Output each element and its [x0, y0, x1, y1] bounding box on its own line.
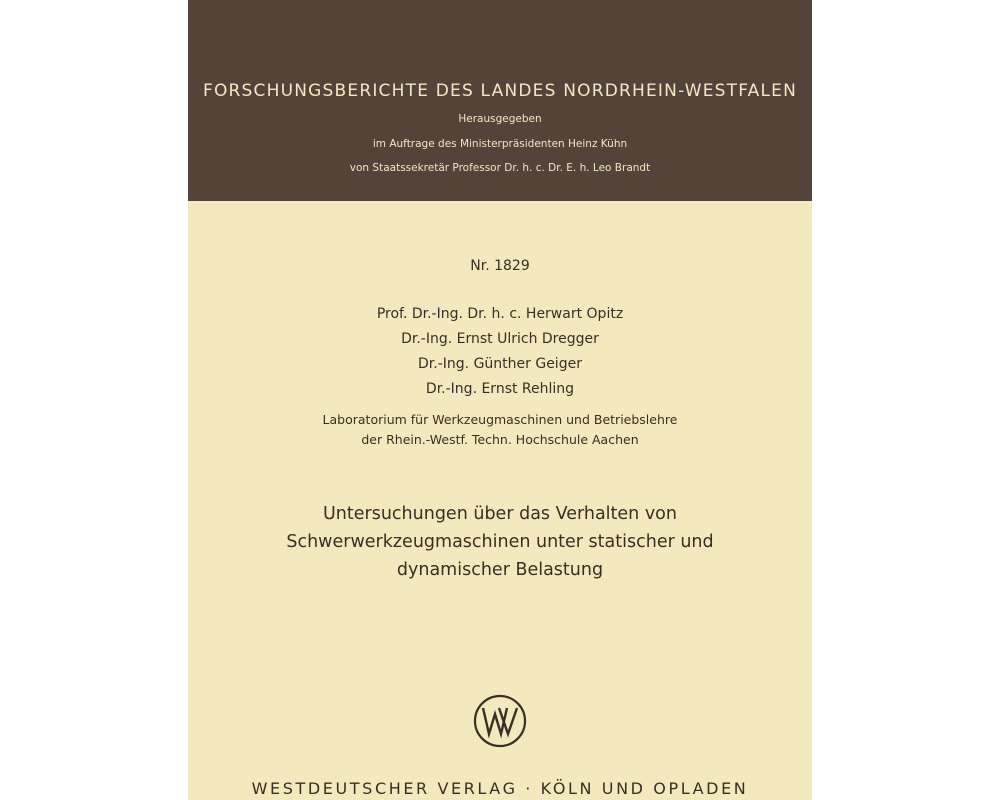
book-cover: [188, 0, 812, 800]
editor-line-2: im Auftrage des Ministerpräsidenten Heinz Kühn: [372, 138, 628, 150]
editor-line-3: von Staatssekretär Professor Dr. h. c. Dr. E. h. Leo Brandt: [349, 162, 651, 174]
series-banner: [188, 0, 812, 201]
author-2: Dr.-Ing. Ernst Ulrich Dregger: [401, 331, 599, 347]
book-title-line-2: Schwerwerkzeugmaschinen unter statischer und: [286, 532, 714, 552]
author-3: Dr.-Ing. Günther Geiger: [418, 356, 582, 372]
series-title: FORSCHUNGSBERICHTE DES LANDES NORDRHEIN-WESTFALEN: [202, 81, 798, 101]
book-title-line-1: Untersuchungen über das Verhalten von: [323, 504, 677, 524]
institution-line-1: Laboratorium für Werkzeugmaschinen und Betriebslehre: [322, 412, 678, 427]
author-1: Prof. Dr.-Ing. Dr. h. c. Herwart Opitz: [376, 306, 624, 322]
book-title-line-3: dynamischer Belastung: [396, 560, 604, 580]
institution-line-2: der Rhein.-Westf. Techn. Hochschule Aachen: [361, 432, 639, 447]
author-4: Dr.-Ing. Ernst Rehling: [425, 381, 575, 397]
wv-publisher-logo-icon: [473, 694, 527, 748]
editor-line-1: Herausgegeben: [458, 113, 542, 125]
report-number: Nr. 1829: [470, 258, 530, 274]
publisher-name: WESTDEUTSCHER VERLAG · KÖLN UND OPLADEN: [251, 779, 749, 798]
